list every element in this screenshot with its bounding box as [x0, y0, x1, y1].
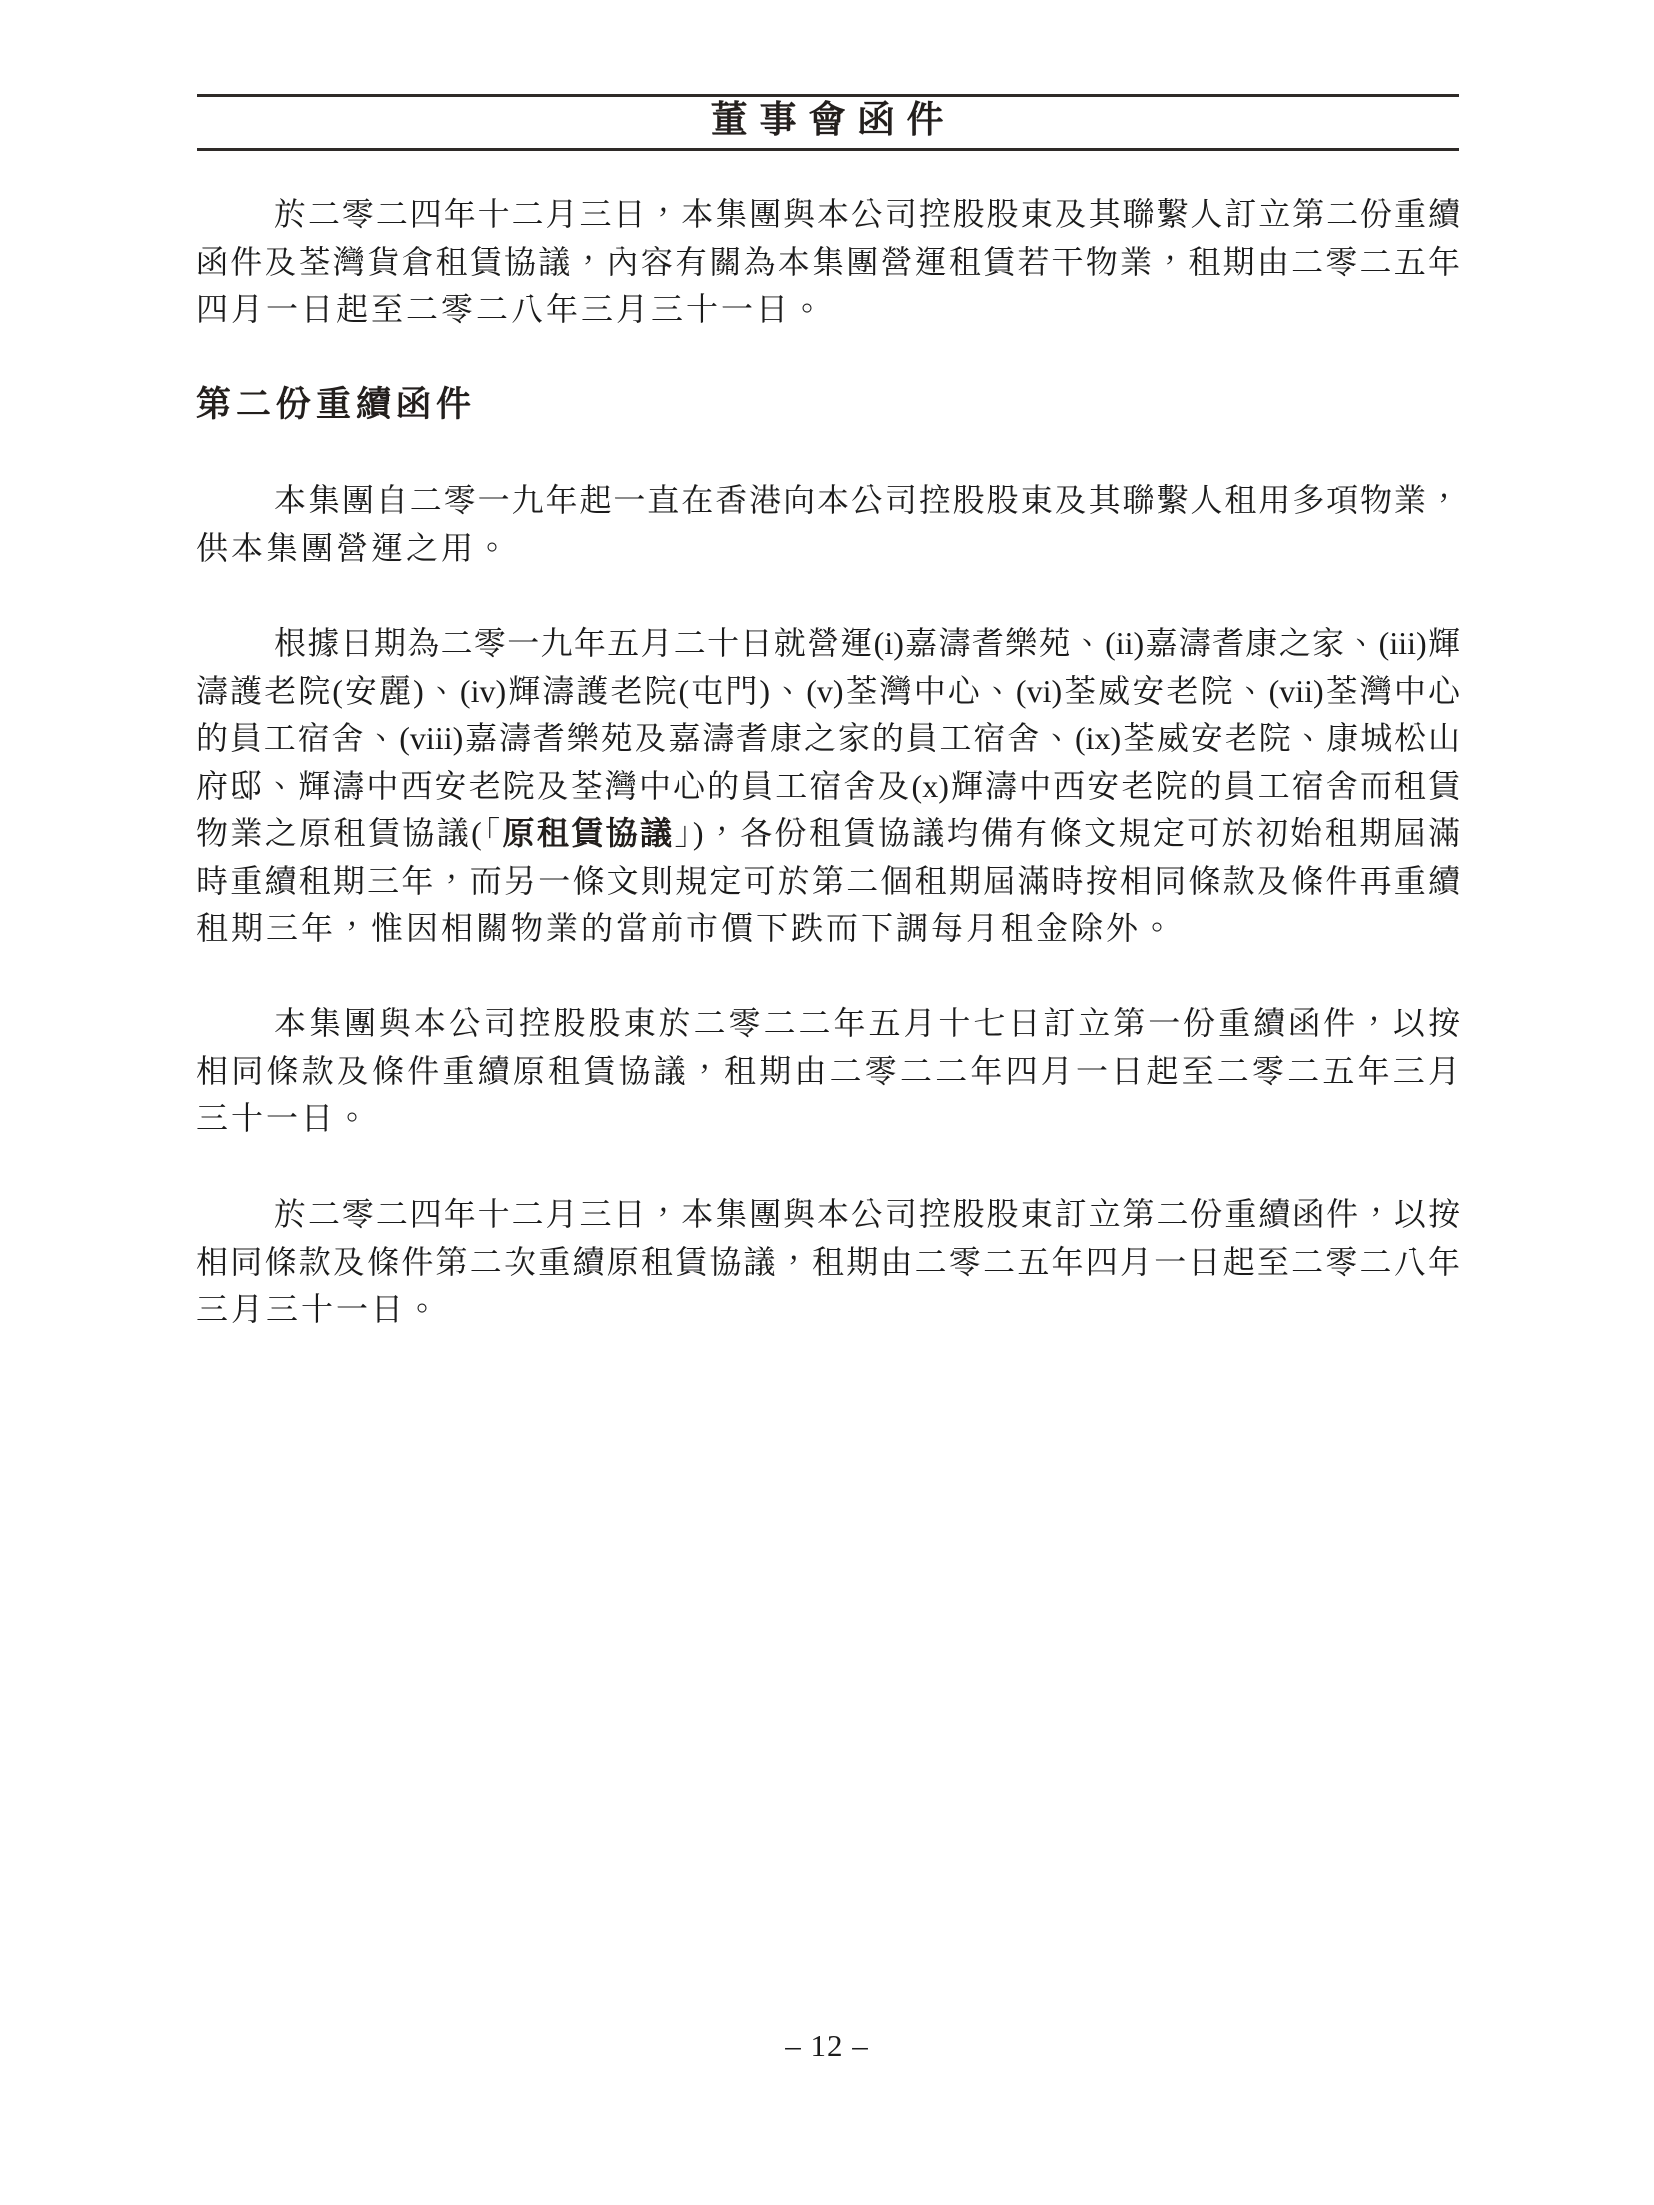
header-bottom-rule [197, 148, 1459, 151]
text-line: 於二零二四年十二月三日，本集團與本公司控股股東及其聯繫人訂立第二份重續 [274, 196, 1460, 232]
text-line: 相同條款及條件重續原租賃協議，租期由二零二二年四月一日起至二零二五年三月 [196, 1052, 1460, 1089]
paragraph [196, 477, 1460, 572]
text-line: 本集團與本公司控股股東於二零二二年五月十七日訂立第一份重續函件，以按 [274, 1005, 1460, 1041]
text-line: 本集團自二零一九年起一直在香港向本公司控股股東及其聯繫人租用多項物業， [274, 482, 1460, 518]
paragraph [196, 1000, 1460, 1143]
text-line: 三月三十一日。 [196, 1291, 442, 1327]
text-line: 府邸、輝濤中西安老院及荃灣中心的員工宿舍及(x)輝濤中西安老院的員工宿舍而租賃 [196, 767, 1460, 804]
text-line: 供本集團營運之用。 [196, 529, 512, 566]
page-title: 董事會函件 [710, 99, 956, 140]
paragraph [196, 191, 1460, 334]
text-line: 濤護老院(安麗)、(iv)輝濤護老院(屯門)、(v)荃灣中心、(vi)荃威安老院、(vii)荃灣中心 [196, 672, 1460, 709]
text-segment: 物業之原租賃協議(「 [196, 815, 503, 851]
text-line: 於二零二四年十二月三日，本集團與本公司控股股東訂立第二份重續函件，以按 [274, 1196, 1460, 1232]
text-line: 租期三年，惟因相關物業的當前市價下跌而下調每月租金除外。 [196, 910, 1177, 946]
text-line [196, 810, 1460, 858]
text-line: 根據日期為二零一九年五月二十日就營運(i)嘉濤耆樂苑、(ii)嘉濤耆康之家、(iii)輝 [274, 625, 1460, 661]
section-heading: 第二份重續函件 [196, 385, 477, 424]
text-line: 相同條款及條件第二次重續原租賃協議，租期由二零二五年四月一日起至二零二八年 [196, 1243, 1460, 1280]
text-line: 四月一日起至二零二八年三月三十一日。 [196, 291, 827, 327]
text-line: 函件及荃灣貨倉租賃協議，內容有關為本集團營運租賃若干物業，租期由二零二五年 [196, 243, 1460, 280]
header-top-rule [197, 94, 1459, 97]
paragraph [196, 1191, 1460, 1334]
text-line: 三十一日。 [196, 1100, 372, 1136]
text-segment: 」)，各份租賃協議均備有條文規定可於初始租期屆滿 [674, 815, 1460, 851]
text-line: 的員工宿舍、(viii)嘉濤耆樂苑及嘉濤耆康之家的員工宿舍、(ix)荃威安老院、康城松山 [196, 720, 1460, 756]
page-number: – 12 – [785, 2028, 869, 2063]
text-line: 時重續租期三年，而另一條文則規定可於第二個租期屆滿時按相同條款及條件再重續 [196, 862, 1460, 899]
defined-term: 原租賃協議 [502, 815, 675, 851]
paragraph [196, 620, 1460, 953]
